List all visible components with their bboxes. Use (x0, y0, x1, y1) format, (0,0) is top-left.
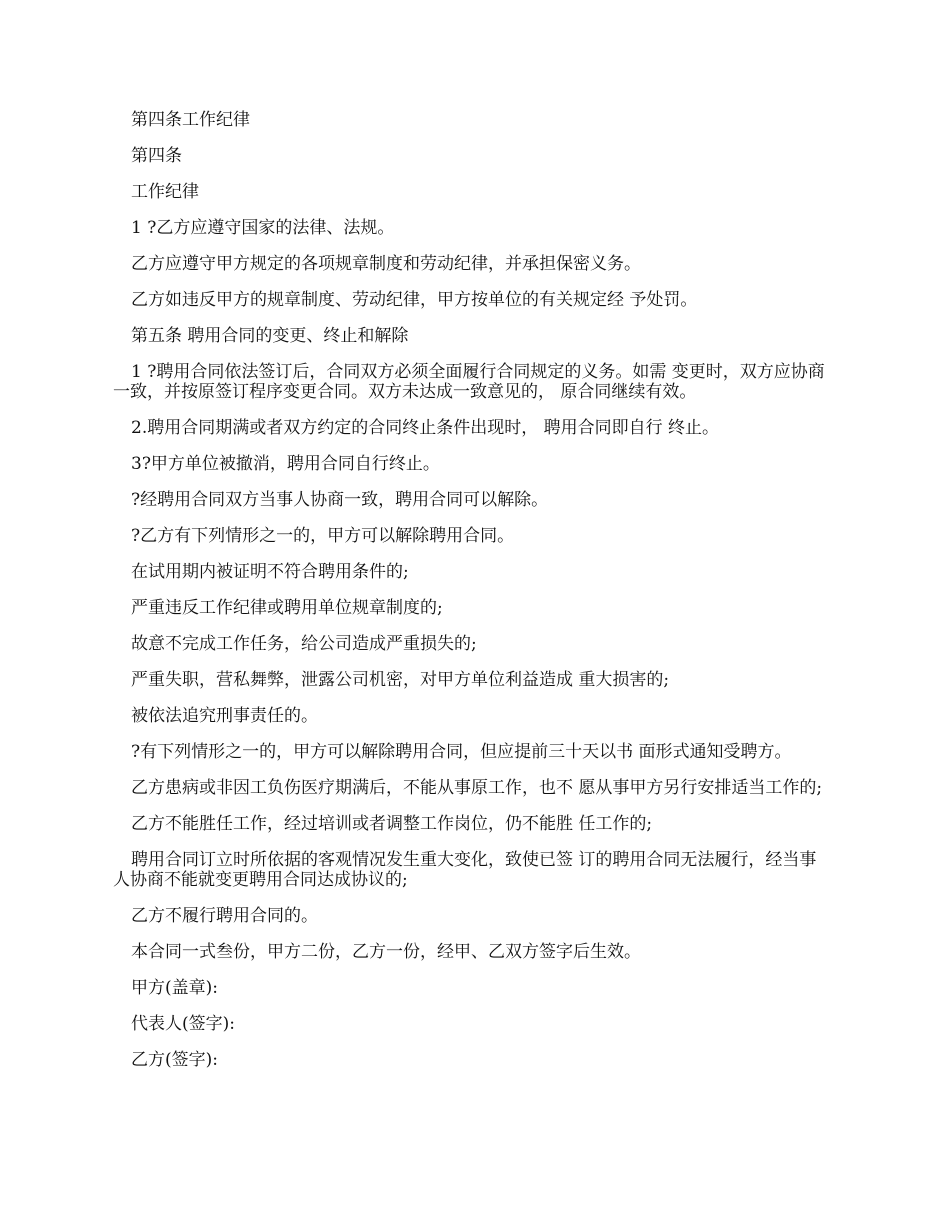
heading-article-5: 第五条 聘用合同的变更、终止和解除 (131, 326, 409, 346)
clause-5-4: ?经聘用合同双方当事人协商一致，聘用合同可以解除。 (131, 490, 549, 510)
list-item: 在试用期内被证明不符合聘用条件的; (131, 562, 409, 582)
clause-5-6: ?有下列情形之一的，甲方可以解除聘用合同，但应提前三十天以书 面形式通知受聘方。 (131, 742, 792, 762)
list-item: 被依法追究刑事责任的。 (131, 706, 318, 726)
party-a-seal-line: 甲方(盖章): (131, 978, 218, 998)
clause-4-3: 乙方如违反甲方的规章制度、劳动纪律，甲方按单位的有关规定经 予处罚。 (131, 290, 698, 310)
clause-5-2: 2.聘用合同期满或者双方约定的合同终止条件出现时， 聘用合同即自行 终止。 (131, 418, 720, 438)
party-b-signature-line: 乙方(签字): (131, 1050, 218, 1070)
list-item: 聘用合同订立时所依据的客观情况发生重大变化，致使已签 订的聘用合同无法履行，经当事人协商不能就变更聘用合同达成协议的; (113, 850, 817, 890)
list-item: 乙方患病或非因工负伤医疗期满后，不能从事原工作，也不 愿从事甲方另行安排适当工作的; (131, 778, 823, 798)
list-item: 故意不完成工作任务，给公司造成严重损失的; (131, 634, 477, 654)
contract-copies-clause: 本合同一式叁份，甲方二份，乙方一份，经甲、乙双方签字后生效。 (131, 942, 641, 962)
representative-signature-line: 代表人(签字): (131, 1014, 235, 1034)
clause-5-3: 3?甲方单位被撤消，聘用合同自行终止。 (131, 454, 440, 474)
clause-4-2: 乙方应遵守甲方规定的各项规章制度和劳动纪律，并承担保密义务。 (131, 254, 641, 274)
heading-work-discipline: 工作纪律 (131, 182, 199, 202)
list-item: 严重失职，营私舞弊，泄露公司机密，对甲方单位利益造成 重大损害的; (131, 670, 670, 690)
list-item: 乙方不能胜任工作，经过培训或者调整工作岗位，仍不能胜 任工作的; (131, 814, 653, 834)
heading-article-4: 第四条 (131, 146, 182, 166)
clause-4-1: 1 ?乙方应遵守国家的法律、法规。 (131, 218, 395, 238)
clause-5-1: 1 ?聘用合同依法签订后，合同双方必须全面履行合同规定的义务。如需 变更时，双方应协商一致，并按原签订程序变更合同。双方未达成一致意见的， 原合同继续有效。 (113, 362, 825, 402)
list-item: 严重违反工作纪律或聘用单位规章制度的; (131, 598, 443, 618)
heading-article-4-title: 第四条工作纪律 (131, 110, 250, 130)
list-item: 乙方不履行聘用合同的。 (131, 906, 318, 926)
document-page (113, 110, 829, 1086)
clause-5-5: ?乙方有下列情形之一的，甲方可以解除聘用合同。 (131, 526, 515, 546)
